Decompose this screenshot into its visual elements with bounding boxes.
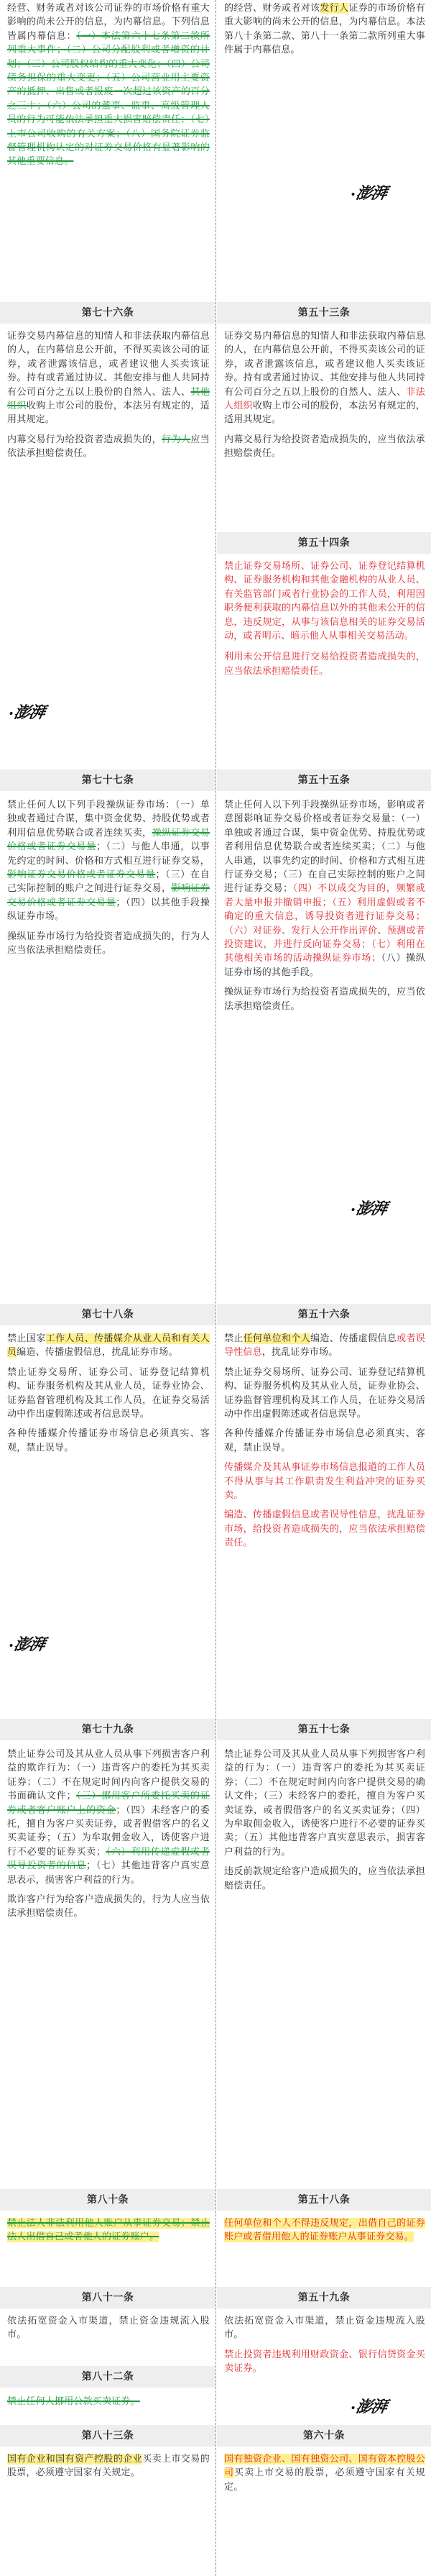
left-article-77-p1: 禁止任何人以下列手段操纵证券市场：（一）单独或者通过合谋，集中资金优势、持股优势或者利用信息优势联合或者连续买卖，操纵证券交易价格或者证券交易量；（二）与他人串通，以事先约定的时间、价格和方式相互进行证券交易，影响证券交易价格或者证券交易量；（三）在自己实际控制的账户之间进行证券交易，影响证券交易价格或者证券交易量；（四）以其他手段操纵证券市场。 — [7, 800, 210, 923]
right-article-53-heading: 第五十三条 — [217, 302, 431, 324]
left-article-78-body — [7, 1332, 210, 1455]
right-article-56-p1: 禁止任何单位和个人编造、传播虚假信息或者误导性信息，扰乱证券市场。 — [224, 1333, 425, 1358]
right-article-59-p2: 禁止投资者违规利用财政资金、银行信贷资金买卖证券。 — [224, 2349, 425, 2375]
right-article-54-heading: 第五十四条 — [217, 532, 431, 554]
right-article-58-body — [224, 2216, 425, 2244]
right-article-60-heading: 第六十条 — [217, 2425, 431, 2447]
left-article-78-p3: 各种传播媒介传播证券市场信息必须真实、客观，禁止误导。 — [7, 1428, 210, 1453]
right-article-54-body — [224, 559, 425, 678]
left-article-83-heading: 第八十三条 — [0, 2425, 216, 2447]
right-article-56-body — [224, 1332, 425, 1550]
watermark-logo: 澎湃 — [8, 700, 46, 723]
right-intro — [224, 1, 425, 58]
left-article-80-heading: 第八十条 — [0, 2189, 216, 2211]
right-article-57-p1: 禁止证券公司及其从业人员从事下列损害客户利益的行为：（一）违背客户的委托为其买卖证券；（二）不在规定时间内向客户提供交易的确认文件；（三）未经客户的委托，擅自为客户买卖证券，或者假借客户的名义买卖证券；（四）为牟取佣金收入，诱使客户进行不必要的证券买卖；（五）其他违背客户真实意思表示，损害客户利益的行为。 — [224, 1749, 425, 1858]
right-article-53-p1: 证券交易内幕信息的知情人和非法获取内幕信息的人，在内幕信息公开前，不得买卖该公司的证券，或者泄露该信息，或者建议他人买卖该证券。持有或者通过协议、其他安排与他人共同持有公司百分之五以上股份的自然人、法人、非法人组织收购上市公司的股份，本法另有规定的，适用其规定。 — [224, 331, 425, 426]
watermark-logo: 澎湃 — [350, 181, 388, 204]
right-article-59-body — [224, 2314, 425, 2376]
right-article-56-p2: 禁止证券交易场所、证券公司、证券登记结算机构、证券服务机构及其从业人员，证券业协会、证券监督管理机构及其工作人员，在证券交易活动中作出虚假陈述或者信息误导。 — [224, 1366, 425, 1420]
right-article-59-heading: 第五十九条 — [217, 2287, 431, 2308]
left-article-78-heading: 第七十八条 — [0, 1304, 216, 1325]
left-intro — [7, 1, 210, 169]
right-article-55-p2: 操纵证券市场行为给投资者造成损失的，应当依法承担赔偿责任。 — [224, 987, 425, 1012]
left-article-81-body — [7, 2314, 210, 2342]
right-article-56-p5: 编造、传播虚假信息或者误导性信息，扰乱证券市场，给投资者造成损失的，应当依法承担赔偿责任。 — [224, 1509, 425, 1549]
left-article-76-p2: 内幕交易行为给投资者造成损失的，行为人应当依法承担赔偿责任。 — [7, 434, 210, 460]
right-article-60-p1: 国有独资企业、国有独资公司、国有资本控股公司买卖上市交易的股票，必须遵守国家有关规定。 — [224, 2454, 425, 2493]
left-article-76-heading: 第七十六条 — [0, 302, 216, 324]
left-article-82-heading: 第八十二条 — [0, 2366, 216, 2388]
left-article-76-p1: 证券交易内幕信息的知情人和非法获取内幕信息的人，在内幕信息公开前，不得买卖该公司的证券，或者泄露该信息，或者建议他人买卖该证券。持有或者通过协议、其他安排与他人共同持有公司百分之五以上股份的自然人、法人、其他组织收购上市公司的股份，本法另有规定的，适用其规定。 — [7, 331, 210, 426]
right-article-56-heading: 第五十六条 — [217, 1304, 431, 1325]
right-article-59-p1: 依法拓宽资金入市渠道，禁止资金违规流入股市。 — [224, 2316, 425, 2341]
left-article-82-p1: 禁止任何人挪用公款买卖证券。 — [7, 2396, 140, 2407]
left-article-81-heading: 第八十一条 — [0, 2287, 216, 2308]
left-article-83-p1: 国有企业和国有资产控股的企业买卖上市交易的股票，必须遵守国家有关规定。 — [7, 2454, 210, 2479]
left-article-79-heading: 第七十九条 — [0, 1719, 216, 1740]
left-intro-deleted: （一）本法第六十七条第二款所列重大事件；（二）公司分配股利或者增资的计划；（三）公司股权结构的重大变化；（四）公司债务担保的重大变更；（五）公司营业用主要资产的抵押、出售或者报废一次超过该资产的百分之三十；（六）公司的董事、监事、高级管理人员的行为可能依法承担重大损害赔偿责任；（七）上市公司收购的有关方案；（八）国务院证券监督管理机构认定的对证券交易价格有显著影响的其他重要信息。 — [7, 30, 210, 168]
left-intro-text: 经营、财务或者对该公司证券的市场价格有重大影响的尚未公开的信息，为内幕信息。下列信息皆属内幕信息：（一）本法第六十七条第二款所列重大事件；（二）公司分配股利或者增资的计划；（三）公司股权结构的重大变化；（四）公司债务担保的重大变更；（五）公司营业用主要资产的抵押、出售或者报废一次超过该资产的百分之三十；（六）公司的董事、监事、高级管理人员的行为可能依法承担重大损害赔偿责任；（七）上市公司收购的有关方案；（八）国务院证券监督管理机构认定的对证券交易价格有显著影响的其他重要信息。 — [7, 3, 210, 168]
left-article-82-body — [7, 2395, 210, 2408]
left-article-80-p1: 禁止法人非法利用他人账户从事证券交易；禁止法人出借自己或者他人的证券账户。 — [7, 2218, 210, 2243]
right-article-55-p1: 禁止任何人以下列手段操纵证券市场，影响或者意图影响证券交易价格或者证券交易量：（一）单独或者通过合谋，集中资金优势、持股优势或者利用信息优势联合或者连续买卖；（二）与他人串通，以事先约定的时间、价格和方式相互进行证券交易；（三）在自己实际控制的账户之间进行证券交易；（四）不以成交为目的，频繁或者大量申报并撤销申报；（五）利用虚假或者不确定的重大信息，诱导投资者进行证券交易；（六）对证券、发行人公开作出评价、预测或者投资建议，并进行反向证券交易；（七）利用在其他相关市场的活动操纵证券市场；（八）操纵证券市场的其他手段。 — [224, 800, 425, 978]
watermark-logo: 澎湃 — [350, 2395, 388, 2417]
left-article-83-body — [7, 2452, 210, 2480]
left-article-77-p2: 操纵证券市场行为给投资者造成损失的，行为人应当依法承担赔偿责任。 — [7, 931, 210, 956]
right-article-54-p1: 禁止证券交易场所、证券公司、证券登记结算机构、证券服务机构和其他金融机构的从业人员、有关监管部门或者行业协会的工作人员，利用因职务便利获取的内幕信息以外的其他未公开的信息，违反规定，从事与该信息相关的证券交易活动，或者明示、暗示他人从事相关交易活动。 — [224, 561, 425, 642]
right-intro-text: 的经营、财务或者对该发行人证券的市场价格有重大影响的尚未公开的信息，为内幕信息。本法第八十条第二款、第八十一条第二款所列重大事件属于内幕信息。 — [224, 3, 425, 56]
left-article-79-p2: 欺诈客户行为给客户造成损失的，行为人应当依法承担赔偿责任。 — [7, 1894, 210, 1919]
right-article-57-heading: 第五十七条 — [217, 1719, 431, 1740]
left-article-77-body — [7, 798, 210, 957]
watermark-logo: 澎湃 — [350, 1197, 388, 1219]
right-article-54-p2: 利用未公开信息进行交易给投资者造成损失的，应当依法承担赔偿责任。 — [224, 652, 425, 677]
left-article-79-p1: 禁止证券公司及其从业人员从事下列损害客户利益的欺诈行为：（一）违背客户的委托为其买卖证券；（二）不在规定时间内向客户提供交易的书面确认文件；（三）挪用客户所委托买卖的证券或者客户账户上的资金；（四）未经客户的委托，擅自为客户买卖证券，或者假借客户的名义买卖证券；（五）为牟取佣金收入，诱使客户进行不必要的证券买卖；（六）利用传递虚假或者误导投资者的信息；（七）其他违背客户真实意思表示，损害客户利益的行为。 — [7, 1749, 210, 1886]
right-article-58-heading: 第五十八条 — [217, 2189, 431, 2211]
left-article-78-p2: 禁止证券交易所、证券公司、证券登记结算机构、证券服务机构及其从业人员，证券业协会、证券监督管理机构及其工作人员，在证券交易活动中作出虚假陈述或者信息误导。 — [7, 1366, 210, 1420]
right-article-58-p1: 任何单位和个人不得违反规定，出借自己的证券账户或者借用他人的证券账户从事证券交易。 — [224, 2218, 425, 2243]
left-article-81-p1: 依法拓宽资金入市渠道，禁止资金违规流入股市。 — [7, 2316, 210, 2341]
left-article-80-body — [7, 2216, 210, 2244]
right-article-55-heading: 第五十五条 — [217, 769, 431, 791]
left-article-79-body — [7, 1748, 210, 1921]
watermark-logo: 澎湃 — [8, 1632, 46, 1655]
right-article-56-p4: 传播媒介及其从事证券市场信息报道的工作人员不得从事与其工作职责发生利益冲突的证券买卖。 — [224, 1462, 425, 1502]
right-article-57-p2: 违反前款规定给客户造成损失的，应当依法承担赔偿责任。 — [224, 1866, 425, 1891]
right-article-53-body — [224, 329, 425, 461]
right-article-60-body — [224, 2452, 425, 2494]
left-article-76-body — [7, 329, 210, 461]
right-article-55-body — [224, 798, 425, 1013]
right-article-56-p3: 各种传播媒介传播证券市场信息必须真实、客观，禁止误导。 — [224, 1428, 425, 1453]
left-article-77-heading: 第七十七条 — [0, 769, 216, 791]
right-article-53-p2: 内幕交易行为给投资者造成损失的，应当依法承担赔偿责任。 — [224, 434, 425, 460]
left-article-78-p1: 禁止国家工作人员、传播媒介从业人员和有关人员编造、传播虚假信息，扰乱证券市场。 — [7, 1333, 210, 1358]
right-article-57-body — [224, 1748, 425, 1893]
